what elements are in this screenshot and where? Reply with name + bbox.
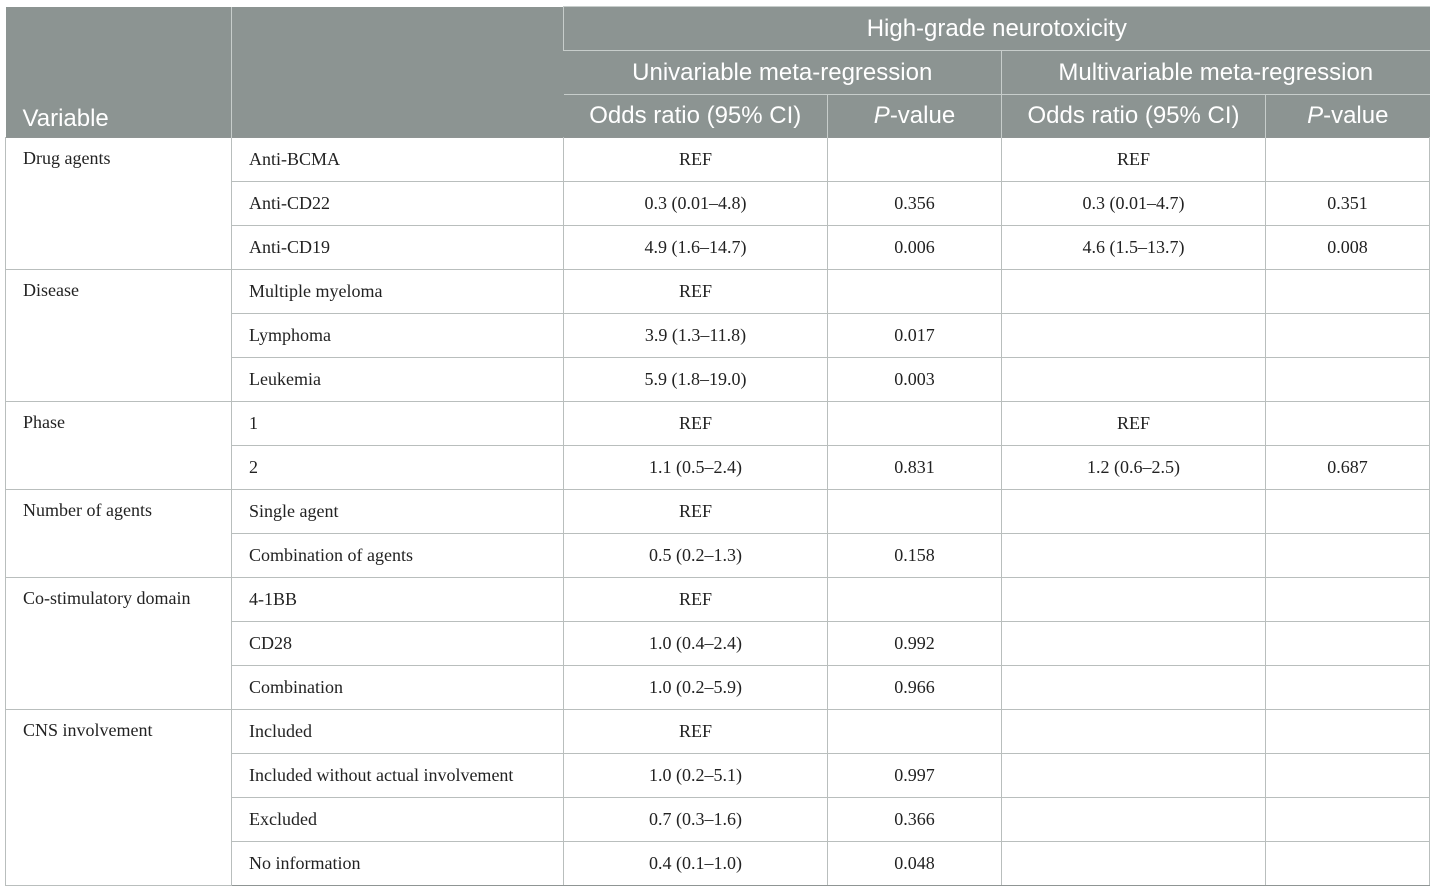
- variable-cell: Drug agents: [6, 138, 232, 270]
- multivariable-p-value-cell: 0.351: [1266, 182, 1430, 226]
- multivariable-odds-ratio-cell: 4.6 (1.5–13.7): [1002, 226, 1266, 270]
- univariable-p-value-cell: [828, 578, 1002, 622]
- multivariable-p-value-cell: [1266, 666, 1430, 710]
- univariable-odds-ratio-cell: REF: [564, 578, 828, 622]
- multivariable-odds-ratio-cell: REF: [1002, 138, 1266, 182]
- level-cell: Multiple myeloma: [232, 270, 564, 314]
- univariable-odds-ratio-cell: REF: [564, 138, 828, 182]
- level-cell: Anti-CD22: [232, 182, 564, 226]
- level-cell: Combination of agents: [232, 534, 564, 578]
- univariable-odds-ratio-header: Odds ratio (95% CI): [564, 95, 828, 138]
- multivariable-odds-ratio-cell: 1.2 (0.6–2.5): [1002, 446, 1266, 490]
- multivariable-odds-ratio-cell: [1002, 710, 1266, 754]
- table-body: [6, 138, 1430, 886]
- regression-table: [5, 6, 1430, 886]
- variable-cell: Disease: [6, 270, 232, 402]
- level-cell: Included without actual involvement: [232, 754, 564, 798]
- multivariable-odds-ratio-cell: [1002, 314, 1266, 358]
- multivariable-p-value-cell: [1266, 402, 1430, 446]
- univariable-odds-ratio-cell: REF: [564, 710, 828, 754]
- univariable-p-value-cell: 0.992: [828, 622, 1002, 666]
- univariable-odds-ratio-cell: 5.9 (1.8–19.0): [564, 358, 828, 402]
- p-italic: P: [873, 102, 890, 129]
- multivariable-odds-ratio-cell: [1002, 666, 1266, 710]
- univariable-p-value-cell: [828, 138, 1002, 182]
- multivariable-odds-ratio-cell: [1002, 534, 1266, 578]
- multivariable-p-value-cell: 0.687: [1266, 446, 1430, 490]
- multivariable-p-value-cell: [1266, 270, 1430, 314]
- multivariable-odds-ratio-cell: [1002, 270, 1266, 314]
- univariable-p-value-cell: 0.366: [828, 798, 1002, 842]
- multivariable-p-value-cell: [1266, 842, 1430, 886]
- p-italic: P: [1307, 102, 1324, 129]
- multivariable-p-value-cell: [1266, 622, 1430, 666]
- univariable-p-value-cell: 0.966: [828, 666, 1002, 710]
- level-cell: 4-1BB: [232, 578, 564, 622]
- multivariable-odds-ratio-cell: REF: [1002, 402, 1266, 446]
- multivariable-p-value-header: [1266, 95, 1430, 138]
- multivariable-odds-ratio-cell: [1002, 754, 1266, 798]
- variable-column-header: Variable: [6, 7, 232, 138]
- multivariable-odds-ratio-cell: [1002, 358, 1266, 402]
- univariable-p-value-cell: 0.158: [828, 534, 1002, 578]
- level-cell: Included: [232, 710, 564, 754]
- p-suffix: -value: [889, 102, 956, 129]
- level-cell: CD28: [232, 622, 564, 666]
- univariable-odds-ratio-cell: 1.0 (0.4–2.4): [564, 622, 828, 666]
- table-row: [6, 578, 1430, 622]
- table-row: [6, 270, 1430, 314]
- univariable-odds-ratio-cell: REF: [564, 490, 828, 534]
- multivariable-p-value-cell: [1266, 314, 1430, 358]
- level-cell: Leukemia: [232, 358, 564, 402]
- level-column-header: [232, 7, 564, 138]
- univariable-p-value-cell: [828, 402, 1002, 446]
- univariable-odds-ratio-cell: 3.9 (1.3–11.8): [564, 314, 828, 358]
- univariable-odds-ratio-cell: 0.5 (0.2–1.3): [564, 534, 828, 578]
- univariable-odds-ratio-cell: REF: [564, 402, 828, 446]
- univariable-p-value-cell: 0.048: [828, 842, 1002, 886]
- univariable-p-value-header: [828, 95, 1002, 138]
- univariable-p-value-cell: 0.017: [828, 314, 1002, 358]
- univariable-odds-ratio-cell: 1.0 (0.2–5.9): [564, 666, 828, 710]
- univariable-p-value-cell: [828, 490, 1002, 534]
- table-row: [6, 710, 1430, 754]
- univariable-header: Univariable meta-regression: [564, 51, 1002, 95]
- multivariable-p-value-cell: [1266, 754, 1430, 798]
- multivariable-odds-ratio-cell: 0.3 (0.01–4.7): [1002, 182, 1266, 226]
- table-header: [6, 7, 1430, 138]
- multivariable-header: Multivariable meta-regression: [1002, 51, 1430, 95]
- multivariable-p-value-cell: 0.008: [1266, 226, 1430, 270]
- multivariable-p-value-cell: [1266, 490, 1430, 534]
- multivariable-p-value-cell: [1266, 798, 1430, 842]
- multivariable-p-value-cell: [1266, 138, 1430, 182]
- multivariable-odds-ratio-cell: [1002, 622, 1266, 666]
- variable-cell: Co-stimulatory domain: [6, 578, 232, 710]
- level-cell: Lymphoma: [232, 314, 564, 358]
- univariable-odds-ratio-cell: 0.7 (0.3–1.6): [564, 798, 828, 842]
- table-row: [6, 490, 1430, 534]
- univariable-p-value-cell: [828, 710, 1002, 754]
- variable-cell: Phase: [6, 402, 232, 490]
- univariable-odds-ratio-cell: 1.0 (0.2–5.1): [564, 754, 828, 798]
- multivariable-odds-ratio-header: Odds ratio (95% CI): [1002, 95, 1266, 138]
- univariable-p-value-cell: 0.356: [828, 182, 1002, 226]
- variable-cell: CNS involvement: [6, 710, 232, 886]
- variable-cell: Number of agents: [6, 490, 232, 578]
- level-cell: Anti-BCMA: [232, 138, 564, 182]
- multivariable-odds-ratio-cell: [1002, 578, 1266, 622]
- multivariable-p-value-cell: [1266, 578, 1430, 622]
- level-cell: Combination: [232, 666, 564, 710]
- univariable-p-value-cell: 0.831: [828, 446, 1002, 490]
- univariable-p-value-cell: 0.997: [828, 754, 1002, 798]
- outcome-header: High-grade neurotoxicity: [564, 7, 1430, 51]
- level-cell: Excluded: [232, 798, 564, 842]
- univariable-p-value-cell: 0.003: [828, 358, 1002, 402]
- univariable-odds-ratio-cell: 0.3 (0.01–4.8): [564, 182, 828, 226]
- univariable-odds-ratio-cell: 0.4 (0.1–1.0): [564, 842, 828, 886]
- table-row: [6, 138, 1430, 182]
- level-cell: No information: [232, 842, 564, 886]
- univariable-odds-ratio-cell: REF: [564, 270, 828, 314]
- multivariable-p-value-cell: [1266, 710, 1430, 754]
- multivariable-odds-ratio-cell: [1002, 490, 1266, 534]
- p-suffix: -value: [1323, 102, 1389, 129]
- multivariable-p-value-cell: [1266, 358, 1430, 402]
- table-row: [6, 402, 1430, 446]
- univariable-p-value-cell: 0.006: [828, 226, 1002, 270]
- multivariable-odds-ratio-cell: [1002, 842, 1266, 886]
- level-cell: 1: [232, 402, 564, 446]
- univariable-p-value-cell: [828, 270, 1002, 314]
- level-cell: Single agent: [232, 490, 564, 534]
- level-cell: 2: [232, 446, 564, 490]
- multivariable-odds-ratio-cell: [1002, 798, 1266, 842]
- level-cell: Anti-CD19: [232, 226, 564, 270]
- multivariable-p-value-cell: [1266, 534, 1430, 578]
- univariable-odds-ratio-cell: 4.9 (1.6–14.7): [564, 226, 828, 270]
- univariable-odds-ratio-cell: 1.1 (0.5–2.4): [564, 446, 828, 490]
